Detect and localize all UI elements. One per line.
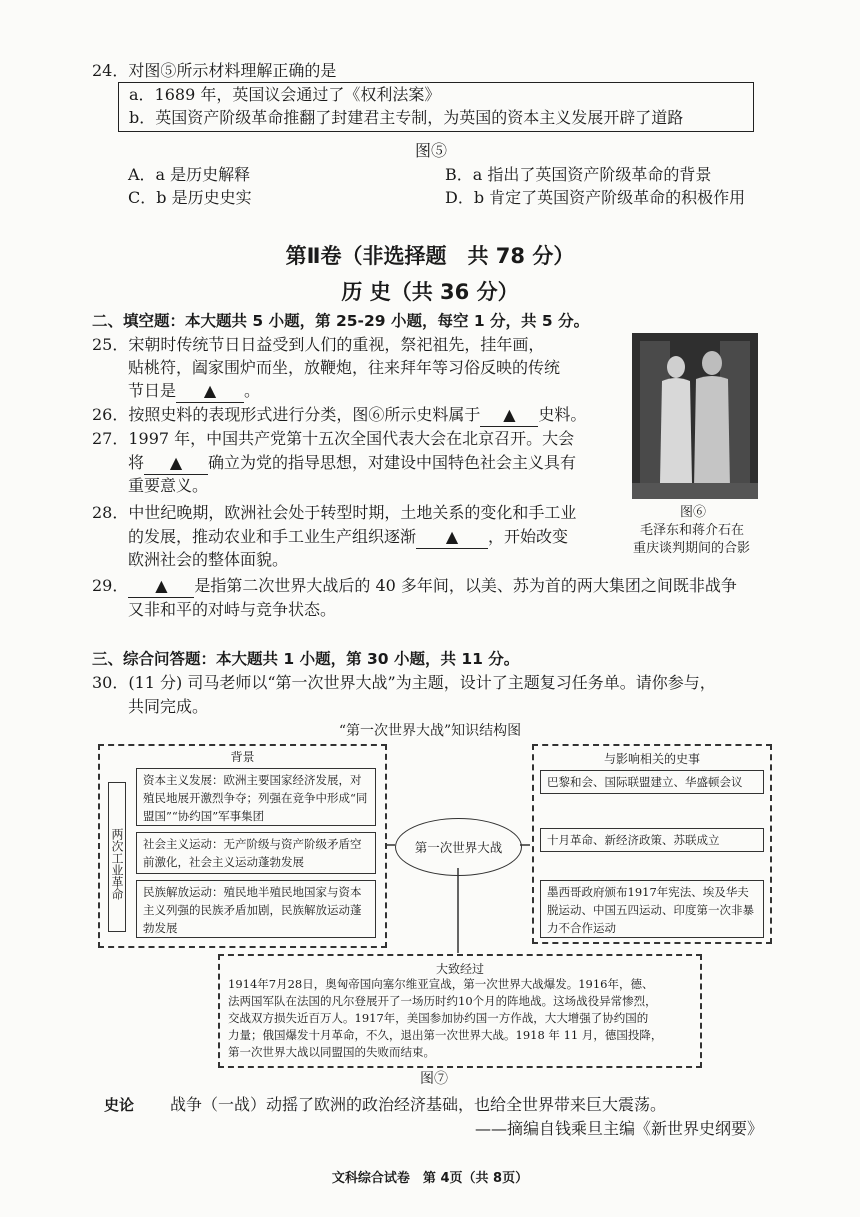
- capitalism-box: 资本主义发展：欧洲主要国家经济发展，对殖民地展开激烈争夺；列强在竞争中形成“同盟国”“协约国”军事集团: [136, 768, 376, 826]
- related-title: 与影响相关的史事: [603, 752, 700, 766]
- q28-line1: 28．中世纪晚期，欧洲社会处于转型时期，土地关系的变化和手工业: [92, 503, 577, 522]
- q29-number: 29．: [92, 576, 129, 595]
- related-box-paris: 巴黎和会、国际联盟建立、华盛顿会议: [540, 770, 764, 794]
- q25-line2: 贴桃符，阖家围炉而坐，放鞭炮，往来拜年等习俗反映的传统: [128, 358, 561, 377]
- figure5-label: 图⑤: [415, 141, 448, 160]
- q24-material-box: [118, 82, 754, 132]
- course-line1: 1914年7月28日，奥匈帝国向塞尔维亚宣战，第一次世界大战爆发。1916年，德、: [228, 977, 654, 991]
- photo-caption-line1: 毛泽东和蒋介石在: [640, 523, 745, 538]
- course-line5: 第一次世界大战以同盟国的失败而结束。: [228, 1045, 435, 1059]
- page-footer: 文科综合试卷 第 4页（共 8页）: [331, 1171, 529, 1186]
- q27-text: 将: [128, 453, 145, 472]
- q25-line1: 25．宋朝时传统节日日益受到人们的重视，祭祀祖先，挂年画，: [92, 335, 545, 354]
- q28-line2: [128, 526, 568, 549]
- course-line4: 力量；俄国爆发十月革命，不久，退出第一次世界大战。1918 年 11 月，德国投降，: [228, 1028, 663, 1042]
- q24-material-a: a．1689 年，英国议会通过了《权利法案》: [129, 85, 441, 104]
- related-box-movements: 墨西哥政府颁布1917年宪法、埃及华夫脱运动、中国五四运动、印度第一次非暴力不合作运动: [540, 880, 764, 938]
- q27-line2: [128, 452, 576, 475]
- socialism-box: 社会主义运动：无产阶级与资产阶级矛盾空前激化，社会主义运动蓬勃发展: [136, 832, 376, 874]
- photo-image: [632, 333, 758, 499]
- q27-line1: 27．1997 年，中国共产党第十五次全国代表大会在北京召开。大会: [92, 429, 575, 448]
- background-panel: [98, 744, 387, 948]
- q24-option-b: B．a 指出了英国资产阶级革命的背景: [445, 165, 712, 184]
- photo-caption-line2: 重庆谈判期间的合影: [633, 541, 751, 556]
- q25-line3: [128, 380, 260, 403]
- q26-answer-blank[interactable]: ▲: [480, 404, 538, 427]
- course-title: 大致经过: [435, 962, 484, 976]
- wwi-center-node: 第一次世界大战: [395, 818, 522, 876]
- q28-line3: 欧洲社会的整体面貌。: [128, 550, 289, 569]
- national-liberation-box: 民族解放运动：殖民地半殖民地国家与资本主义列强的民族矛盾加剧，民族解放运动蓬勃发展: [136, 880, 376, 938]
- shilun-label: 史论: [104, 1096, 135, 1114]
- q24-option-d: D．b 肯定了英国资产阶级革命的积极作用: [445, 188, 746, 207]
- q25-answer-blank[interactable]: ▲: [176, 380, 244, 403]
- background-title: 背景: [230, 750, 255, 764]
- diagram-title: “第一次世界大战”知识结构图: [338, 723, 522, 739]
- q29-line2: 又非和平的对峙与竞争状态。: [128, 600, 337, 619]
- q26-line: [92, 404, 586, 427]
- fill-heading: 二、填空题：本大题共 5 小题，第 25-29 小题，每空 1 分，共 5 分。: [92, 312, 590, 330]
- figure6-label: 图⑥: [680, 505, 707, 520]
- q29-text: 是指第二次世界大战后的 40 多年间，以美、苏为首的两大集团之间既非战争: [194, 576, 737, 595]
- q24-option-c: C．b 是历史史实: [128, 188, 252, 207]
- course-panel: [218, 954, 702, 1068]
- q28-text-end: ，开始改变: [488, 527, 569, 546]
- essay-heading: 三、综合问答题：本大题共 1 小题，第 30 小题，共 11 分。: [92, 650, 520, 668]
- q28-answer-blank[interactable]: ▲: [416, 526, 488, 549]
- q28-text: 的发展，推动农业和手工业生产组织逐渐: [128, 527, 417, 546]
- related-box-october: 十月革命、新经济政策、苏联成立: [540, 828, 764, 852]
- q24-material-b: b．英国资产阶级革命推翻了封建君主专制，为英国的资本主义发展开辟了道路: [129, 108, 684, 127]
- q29-answer-blank[interactable]: ▲: [128, 575, 194, 598]
- talks-photo: [632, 333, 758, 499]
- related-events-panel: [532, 744, 772, 944]
- figure7-label: 图⑦: [420, 1071, 448, 1087]
- industrial-revolution-label: 两次工业革命: [108, 782, 126, 932]
- q25-end: 。: [244, 381, 261, 400]
- q24-option-a: A．a 是历史解释: [128, 165, 251, 184]
- q27-answer-blank[interactable]: ▲: [144, 452, 208, 475]
- q29-line1: [92, 575, 737, 598]
- history-subtitle: 历 史（共 36 分）: [341, 280, 519, 304]
- q24-stem: 24．对图⑤所示材料理解正确的是: [92, 61, 337, 80]
- q26-text: 26．按照史料的表现形式进行分类，图⑥所示史料属于: [92, 405, 481, 424]
- q25-text: 节日是: [128, 381, 177, 400]
- q30-line2: 共同完成。: [128, 697, 209, 716]
- q30-line1: 30．(11 分) 司马老师以“第一次世界大战”为主题，设计了主题复习任务单。请你参与，: [92, 673, 716, 692]
- shilun-text: 战争（一战）动摇了欧洲的政治经济基础，也给全世界带来巨大震荡。: [170, 1095, 667, 1114]
- section2-title: 第Ⅱ卷（非选择题 共 78 分）: [285, 244, 575, 268]
- course-line2: 法两国军队在法国的凡尔登展开了一场历时约10个月的阵地战。这场战役异常惨烈，: [228, 994, 657, 1008]
- q26-end: 史料。: [538, 405, 587, 424]
- shilun-source: ——摘编自钱乘旦主编《新世界史纲要》: [475, 1119, 764, 1138]
- course-line3: 交战双方损失近百万人。1917年，美国参加协约国一方作战，大大增强了协约国的: [228, 1011, 649, 1025]
- q27-line3: 重要意义。: [128, 476, 209, 495]
- q27-text-end: 确立为党的指导思想，对建设中国特色社会主义具有: [208, 453, 577, 472]
